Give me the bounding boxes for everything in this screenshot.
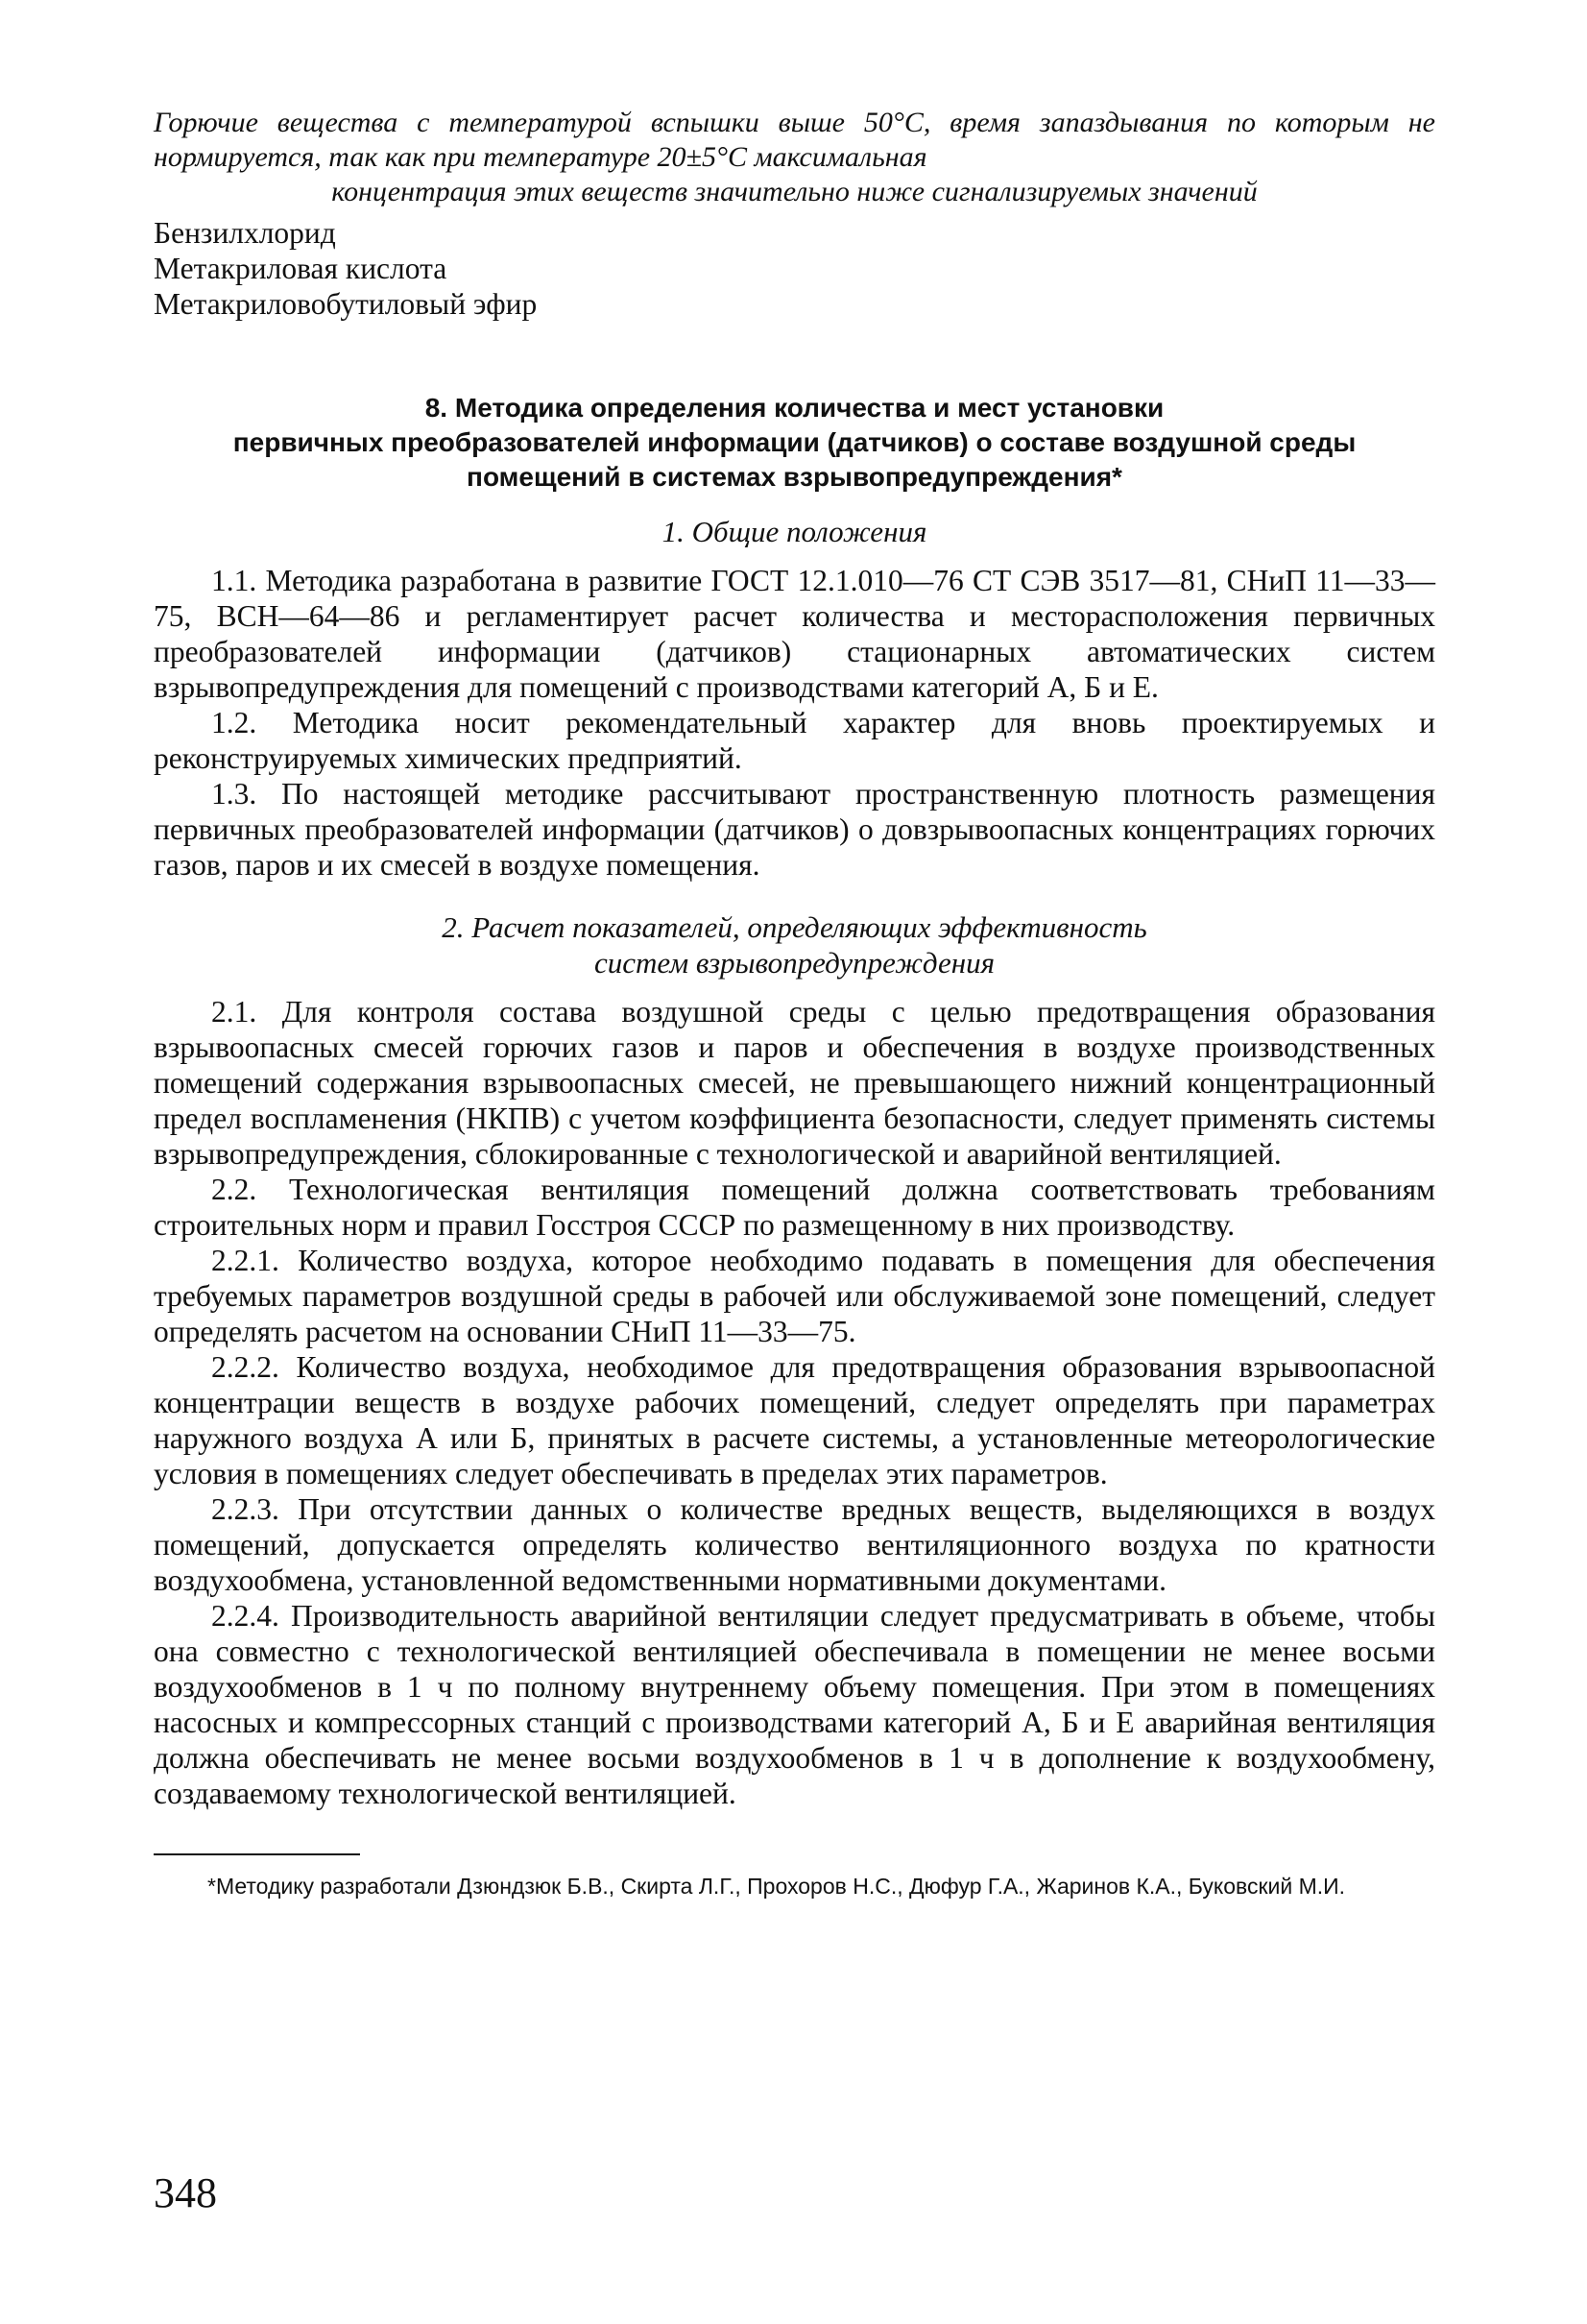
document-page: [154, 106, 1435, 1901]
paragraph: 2.2. Технологическая вентиляция помещений должна соответствовать требованиям строительных норм и правил Госстроя СССР по размещенному в них производству.: [154, 1173, 1435, 1242]
substance-item: Бензилхлорид: [154, 216, 336, 250]
part2-heading: [154, 909, 1435, 980]
section-title-line: первичных преобразователей информации (датчиков) о составе воздушной среды: [232, 427, 1357, 457]
substance-item: Метакриловобутиловый эфир: [154, 287, 538, 321]
section-title-line: 8. Методика определения количества и мест установки: [424, 393, 1165, 423]
footnote: *Методику разработали Дзюндзюк Б.В., Скирта Л.Г., Прохоров Н.С., Дюфур Г.А., Жаринов К.А., Буковский М.И.: [207, 1874, 1346, 1899]
part2-heading-line: систем взрывопредупреждения: [593, 946, 996, 980]
paragraph: 2.2.2. Количество воздуха, необходимое для предотвращения образования взрывоопасной концентрации веществ в воздухе рабочих помещений, следует определять при параметрах наружного воздуха А или Б, принятых в расчете системы, а установленные метеорологические условия в помещениях следует обеспечивать в пределах этих параметров.: [154, 1350, 1435, 1490]
paragraph: 1.1. Методика разработана в развитие ГОСТ 12.1.010—76 СТ СЭВ 3517—81, СНиП 11—33—75, ВСН—64—86 и регламентирует расчет количества и месторасположения первичных преобразователей информации (датчиков) стационарных автоматических систем взрывопредупреждения для помещений с производствами категорий А, Б и Е.: [154, 564, 1435, 704]
substance-item: Метакриловая кислота: [154, 252, 447, 285]
paragraph: 2.1. Для контроля состава воздушной среды с целью предотвращения образования взрывоопасных смесей горючих газов и паров и обеспечения в воздухе производственных помещений содержания взрывоопасных смесей, не превышающего нижний концентрационный предел воспламенения (НКПВ) с учетом коэффициента безопасности, следует применять системы взрывопредупреждения, сблокированные с технологической и аварийной вентиляцией.: [154, 995, 1435, 1171]
paragraph: 2.2.4. Производительность аварийной вентиляции следует предусматривать в объеме, чтобы она совместно с технологической вентиляцией обеспечивала в помещении не менее восьми воздухообменов в 1 ч по полному внутреннему объему помещения. При этом в помещениях насосных и компрессорных станций с производствами категорий А, Б и Е аварийная вентиляция должна обеспечивать не менее восьми воздухообменов в 1 ч в дополнение к воздухообмену, создаваемому технологической вентиляцией.: [154, 1599, 1435, 1810]
part2-heading-line: 2. Расчет показателей, определяющих эффективность: [442, 910, 1147, 944]
footnote-divider: [154, 1853, 360, 1855]
paragraph: 2.2.3. При отсутствии данных о количестве вредных веществ, выделяющихся в воздух помещений, допускается определять количество вентиляционного воздуха по кратности воздухообмена, установленной ведомственными нормативными документами.: [154, 1492, 1435, 1597]
substance-list: [154, 215, 1435, 322]
paragraph: 2.2.1. Количество воздуха, которое необходимо подавать в помещения для обеспечения требуемых параметров воздушной среды в рабочей или обслуживаемой зоне помещений, следует определять расчетом на основании СНиП 11—33—75.: [154, 1244, 1435, 1348]
paragraph: 1.2. Методика носит рекомендательный характер для вновь проектируемых и реконструируемых химических предприятий.: [154, 706, 1435, 775]
page-number: 348: [154, 2169, 217, 2216]
paragraph: 1.3. По настоящей методике рассчитывают пространственную плотность размещения первичных преобразователей информации (датчиков) о довзрывоопасных концентрациях горючих газов, паров и их смесей в воздухе помещения.: [154, 777, 1435, 882]
section-title: [154, 391, 1435, 495]
intro-note: Горючие вещества с температурой вспышки выше 50°С, время запаздывания по которым не нормируется, так как при температуре 20±5°С максимальная: [154, 107, 1435, 173]
section-title-line: помещений в системах взрывопредупреждения*: [467, 462, 1122, 492]
intro-note-continuation: концентрация этих веществ значительно ниже сигнализируемых значений: [331, 176, 1258, 207]
part1-heading: 1. Общие положения: [661, 515, 927, 548]
